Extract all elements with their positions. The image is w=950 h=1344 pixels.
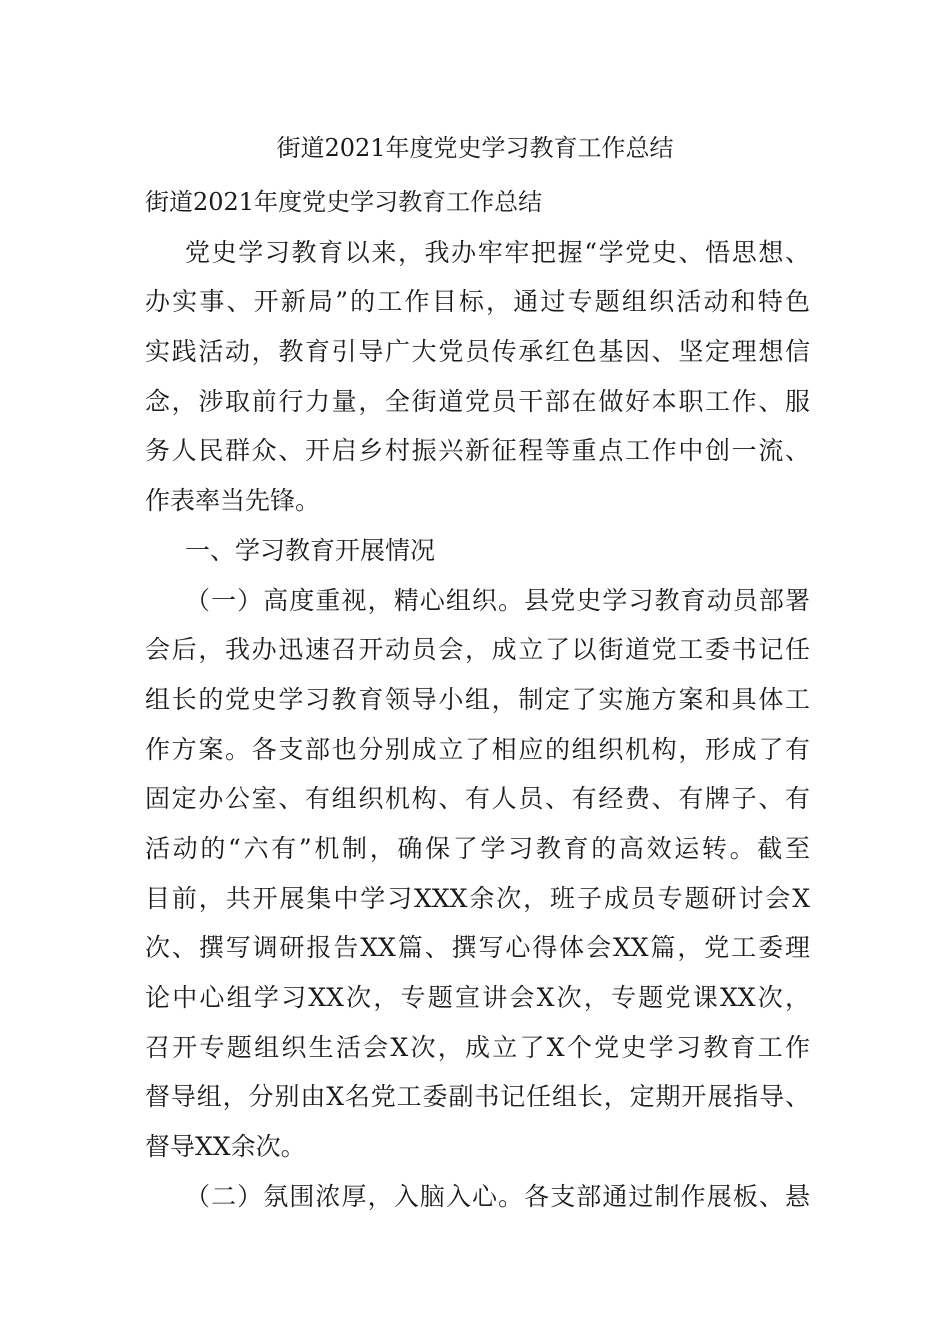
paragraph-line: （一）高度重视，精心组织。县党史学习教育动员部署 bbox=[185, 585, 810, 615]
paragraph-line: 活动的“六有”机制，确保了学习教育的高效运转。截至 bbox=[145, 833, 810, 863]
paragraph-line: 组长的党史学习教育领导小组，制定了实施方案和具体工 bbox=[145, 684, 810, 714]
paragraph-line: 督导XX余次。 bbox=[145, 1132, 306, 1162]
paragraph-line: 固定办公室、有组织机构、有人员、有经费、有牌子、有 bbox=[145, 784, 810, 814]
paragraph-line: 目前，共开展集中学习XXX余次，班子成员专题研讨会X bbox=[145, 883, 810, 913]
paragraph-line: 作方案。各支部也分别成立了相应的组织机构，形成了有 bbox=[145, 734, 810, 764]
paragraph-line: 实践活动，教育引导广大党员传承红色基因、坚定理想信 bbox=[145, 337, 810, 367]
paragraph-line: 次、撰写调研报告XX篇、撰写心得体会XX篇，党工委理 bbox=[145, 933, 810, 963]
repeated-title-line: 街道2021年度党史学习教育工作总结 bbox=[145, 188, 543, 216]
paragraph-line: 务人民群众、开启乡村振兴新征程等重点工作中创一流、 bbox=[145, 436, 810, 466]
document-body bbox=[145, 178, 810, 1221]
paragraph-line: 论中心组学习XX次，专题宣讲会X次，专题党课XX次， bbox=[145, 983, 810, 1012]
paragraph-line: 党史学习教育以来，我办牢牢把握“学党史、悟思想、 bbox=[185, 237, 810, 267]
document-title: 街道2021年度党史学习教育工作总结 bbox=[276, 134, 674, 162]
paragraph-line: 督导组，分别由X名党工委副书记任组长，定期开展指导、 bbox=[145, 1082, 810, 1112]
paragraph-line: 办实事、开新局”的工作目标，通过专题组织活动和特色 bbox=[145, 287, 810, 317]
paragraph-line: 召开专题组织生活会X次，成立了X个党史学习教育工作 bbox=[145, 1032, 810, 1062]
paragraph-line: 会后，我办迅速召开动员会，成立了以街道党工委书记任 bbox=[145, 635, 810, 665]
paragraph-line: （二）氛围浓厚，入脑入心。各支部通过制作展板、悬 bbox=[185, 1181, 810, 1211]
paragraph-line: 念，涉取前行力量，全街道党员干部在做好本职工作、服 bbox=[145, 386, 810, 416]
paragraph-line: 作表率当先锋。 bbox=[145, 486, 321, 516]
section-heading: 一、学习教育开展情况 bbox=[185, 535, 436, 565]
